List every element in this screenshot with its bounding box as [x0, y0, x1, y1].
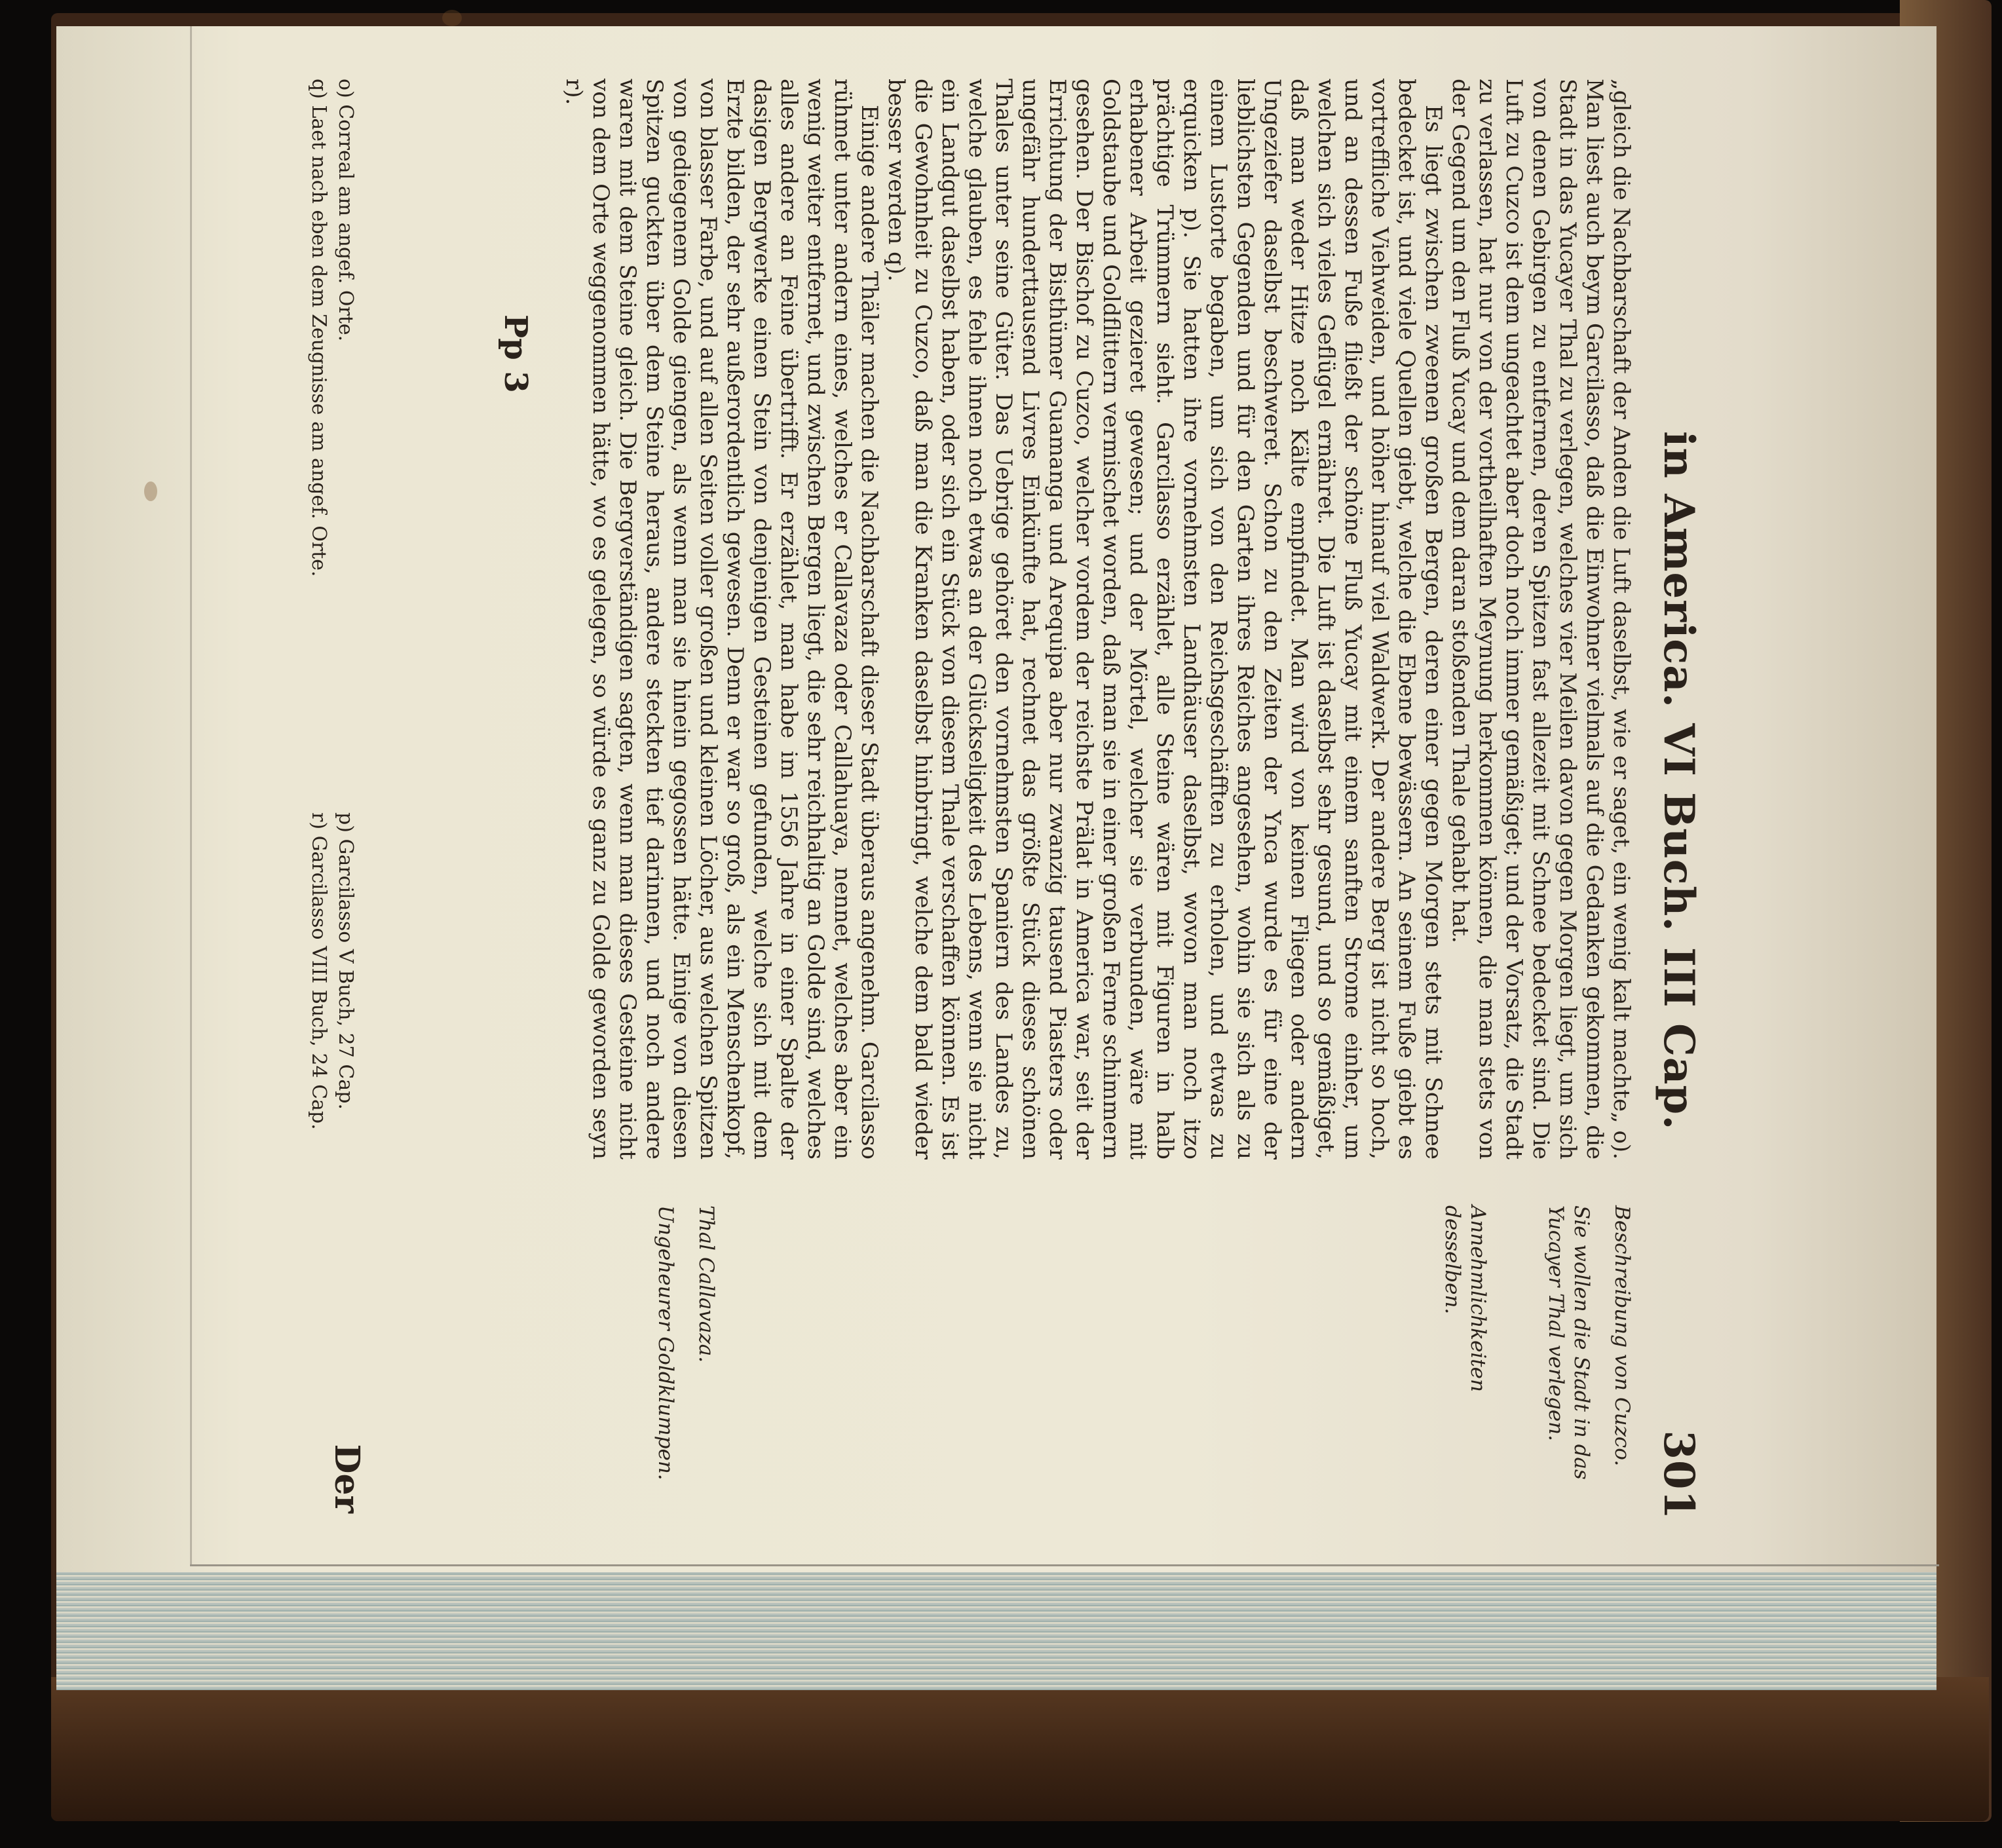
- page-bottom-line: [190, 1564, 1939, 1566]
- main-column: [497, 79, 1634, 1160]
- page-content: [497, 79, 1634, 1520]
- footnote: q) Laet nach eben dem Zeugnisse am angef. Orte.: [307, 79, 330, 577]
- ink-stain: [144, 481, 157, 501]
- margin-notes: [497, 1205, 1634, 1487]
- catchword: Der: [327, 1444, 367, 1513]
- paragraph: Es liegt zwischen zweenen großen Bergen, deren einer gegen Morgen stets mit Schnee bedecket ist, und viele Quellen giebt, welche die Ebene bewässern. An seinem Fuße giebt es vortreffliche Viehweiden, und höher hinauf viel Waldwerk. Der andere Berg ist nicht so hoch, und an dessen Fuße fließt der schöne Fluß Yucay mit einem sanften Strome einher, um welchen sich vieles Geflügel ernähret. Die Luft ist daselbst sehr gesund, und so gemäßiget, daß man weder Hitze noch Kälte empfindet. Man wird von keinen Fliegen oder andern Ungeziefer daselbst beschweret. Schon zu den Zeiten der Ynca wurde es für eine der lieblichsten Gegenden und für den Garten ihres Reiches angesehen, wohin sie sich als zu einem Lustorte begaben, um sich von den Reichsgeschäfften zu erholen, und etwas zu erquicken p). Sie hatten ihre vornehmsten Landhäuser daselbst, wovon man noch itzo prächtige Trümmern sieht. Garcilasso erzählet, alle Steine wären mit Figuren in halb erhabener Arbeit gezieret gewesen; und der Mörtel, welcher sie verbunden, wäre mit Goldstaube und Goldflittern vermischet worden, daß man sie in einer großen Ferne schimmern gesehen. Der Bischof zu Cuzco, welcher vordem der reichste Prälat in America war, seit der Errichtung der Bisthümer Guamanga und Arequipa aber nur zwanzig tausend Piasters oder ungefähr hunderttausend Livres Einkünfte hat, rechnet das größte Stück dieses schönen Thales unter seine Güter. Das Uebrige gehöret den vornehmsten Spaniern des Landes zu, welche glauben, es fehle ihnen noch etwas an der Glückseligkeit des Lebens, wenn sie nicht ein Landgut daselbst haben, oder sich ein Stück von diesem Thale verschaffen können. Es ist die Gewohnheit zu Cuzco, daß man die Kranken daselbst hinbringt, welche dem bald wieder besser werden q).: [883, 79, 1446, 1160]
- running-header: [1654, 79, 1703, 1520]
- page-number: 301: [1654, 1430, 1703, 1520]
- margin-note: Annehmlichkeiten desselben.: [1441, 1205, 1490, 1392]
- margin-note: Sie wollen die Stadt in das Yucayer Thal verlegen.: [1544, 1205, 1593, 1480]
- page-fold-line: [190, 26, 192, 1566]
- footnote: p) Garcilasso V Buch, 27 Cap.: [334, 812, 357, 1110]
- margin-note: Thal Callavaza.: [694, 1205, 718, 1363]
- page-edges: [56, 1559, 1936, 1690]
- footnotes-right: [303, 812, 357, 1454]
- header-title: in America. VI Buch. III Cap.: [1654, 431, 1703, 1131]
- footnotes: [303, 79, 357, 1454]
- ink-stain: [442, 10, 462, 26]
- book-cover-bottom: [51, 1677, 1989, 1821]
- footnotes-left: [303, 79, 357, 721]
- footnote: o) Correal am angef. Orte.: [334, 79, 357, 342]
- paragraph: „gleich die Nachbarschaft der Anden die Luft daselbst, wie er saget, ein wenig kalt machte„ o). Man liest auch beym Garcilasso, daß die Einwohner vielmals auf die Gedanken gekommen, die Stadt in das Yucayer Thal zu verlegen, welches vier Meilen davon gegen Morgen liegt, um sich von denen Gebirgen zu entfernen, deren Spitzen fast allezeit mit Schnee bedecket sind. Die Luft zu Cuzco ist dem ungeachtet aber doch noch immer gemäßiget; und der Vorsatz, die Stadt zu verlassen, hat nur von der vortheilhaften Meynung herkommen können, die man stets von der Gegend um den Fluß Yucay und dem daran stoßenden Thale gehabt hat.: [1447, 79, 1634, 1160]
- paragraph: Einige andere Thäler machen die Nachbarschaft dieser Stadt überaus angenehm. Garcilasso rühmet unter andern eines, welches er Callavaza oder Callahuaya, nennet, welches aber ein wenig weiter entfernet, und zwischen Bergen liegt, die sehr reichhaltig an Golde sind, welches alles andere an Feine übertrifft. Er erzählet, man habe im 1556 Jahre in einer Spalte der dasigen Bergwerke einen Stein von denjenigen Gesteinen gefunden, welche sich mit dem Erzte bilden, der sehr außerordentlich gewesen. Denn er war so groß, als ein Menschenkopf, von blasser Farbe, und auf allen Seiten voller großen und kleinen Löcher, aus welchen Spitzen von gediegenem Golde giengen, als wenn man sie hinein gegossen hätte. Einige von diesen Spitzen guckten über dem Steine heraus, andere steckten tief darinnen, und noch andere waren mit dem Steine gleich. Die Bergverständigen sagten, wenn man dieses Gesteine nicht von dem Orte weggenommen hätte, wo es gelegen, so würde es ganz zu Golde geworden seyn r).: [561, 79, 882, 1160]
- margin-note: Ungeheurer Goldklumpen.: [654, 1205, 677, 1480]
- rotated-text-block: [236, 79, 1703, 1520]
- signature-mark: Pp 3: [497, 314, 534, 393]
- margin-note: Beschreibung von Cuzco.: [1610, 1205, 1634, 1467]
- footnote: r) Garcilasso VIII Buch, 24 Cap.: [307, 812, 330, 1130]
